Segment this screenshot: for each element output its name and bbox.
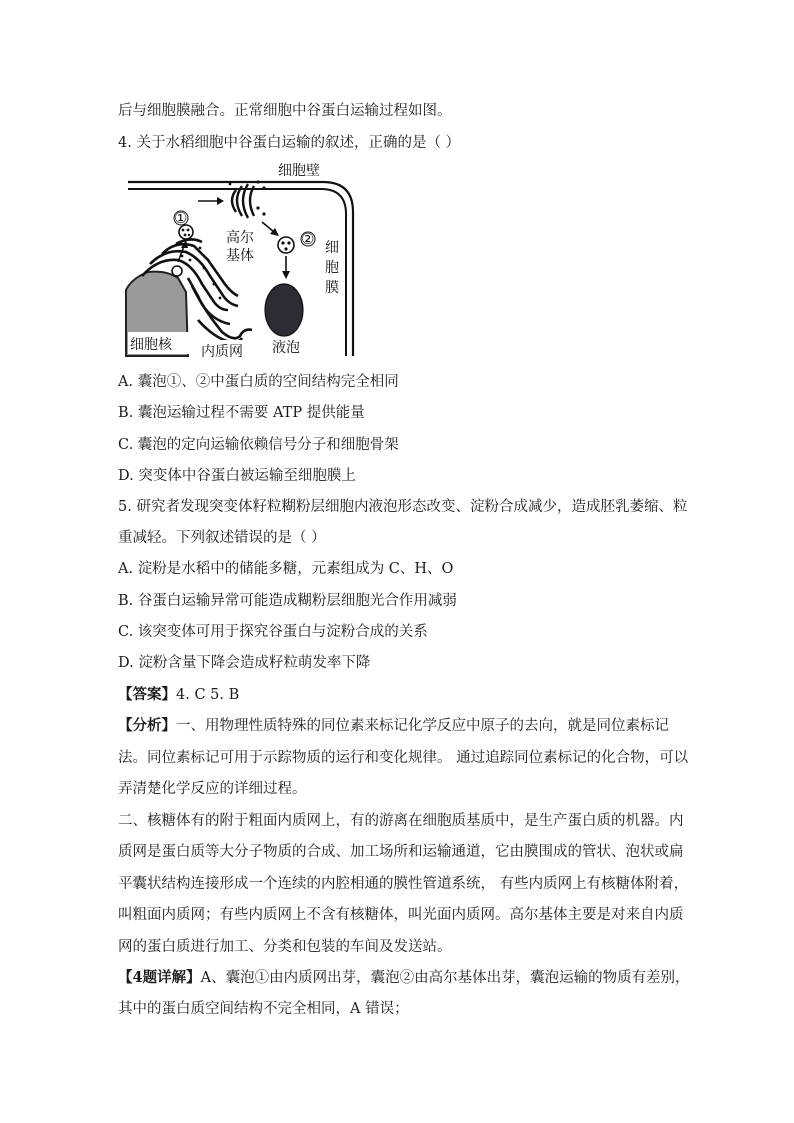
- detail-line-1: [118, 968, 690, 988]
- label-membrane-2: 胞: [325, 260, 339, 276]
- detail-label: 【4题详解】: [118, 969, 201, 986]
- vesicle-2: [278, 237, 294, 253]
- q5-option-b: B. 谷蛋白运输异常可能造成糊粉层细胞光合作用减弱: [118, 593, 457, 609]
- label-er: 内质网: [201, 344, 243, 360]
- question-5-stem-line2: 重减轻。下列叙述错误的是（ ）: [118, 530, 326, 546]
- label-cell-wall: 细胞壁: [278, 163, 320, 179]
- analysis-line-1: [118, 716, 669, 736]
- label-vesicle-2: ②: [301, 230, 315, 248]
- arrowhead-4: [282, 271, 290, 279]
- label-golgi-1: 高尔: [226, 230, 254, 246]
- analysis-line-2: 法。同位素标记可用于示踪物质的运行和变化规律。 通过追踪同位素标记的化合物，可以: [118, 750, 689, 766]
- question-4-stem: 4. 关于水稻细胞中谷蛋白运输的叙述，正确的是（ ）: [118, 135, 461, 151]
- analysis-line-8: 网的蛋白质进行加工、分类和包装的车间及发送站。: [118, 939, 452, 955]
- arrow-er-to-vesicle1: [178, 246, 184, 262]
- answer-line: [118, 685, 239, 705]
- q5-option-a: A. 淀粉是水稻中的储能多糖，元素组成为 C、H、O: [118, 561, 454, 577]
- analysis-line-5: 质网是蛋白质等大分子物质的合成、加工场所和运输通道，它由膜围成的管状、泡状或扁: [118, 844, 684, 860]
- analysis-line-7: 叫粗面内质网；有些内质网上不含有核糖体，叫光面内质网。高尔基体主要是对来自内质: [118, 907, 684, 923]
- q4-option-a: A. 囊泡①、②中蛋白质的空间结构完全相同: [118, 374, 399, 390]
- q5-option-c: C. 该突变体可用于探究谷蛋白与淀粉合成的关系: [118, 624, 428, 640]
- question-5-stem-line1: 5. 研究者发现突变体籽粒糊粉层细胞内液泡形态改变、淀粉合成减少，造成胚乳萎缩、粒: [118, 499, 688, 515]
- answer-label: 【答案】: [118, 686, 176, 703]
- analysis-line-4: 二、核糖体有的附于粗面内质网上，有的游离在细胞质基质中，是生产蛋白质的机器。内: [118, 813, 684, 829]
- vacuole: [265, 284, 303, 336]
- analysis-line-3: 弄清楚化学反应的详细过程。: [118, 781, 307, 797]
- arrow-golgi-to-vesicle2: [262, 222, 274, 232]
- analysis-label: 【分析】: [118, 717, 176, 734]
- label-golgi-2: 基体: [226, 248, 254, 264]
- detail-text-1: A、囊泡①由内质网出芽，囊泡②由高尔基体出芽，囊泡运输的物质有差别，: [200, 970, 690, 986]
- label-membrane-3: 膜: [325, 280, 339, 296]
- cell-diagram: [118, 160, 363, 360]
- detail-line-2: 其中的蛋白质空间结构不完全相同，A 错误；: [118, 1001, 409, 1017]
- intro-text: 后与细胞膜融合。正常细胞中谷蛋白运输过程如图。: [118, 103, 452, 119]
- label-nucleus: 细胞核: [130, 337, 172, 353]
- q5-option-d: D. 淀粉含量下降会造成籽粒萌发率下降: [118, 655, 371, 671]
- label-membrane-1: 细: [325, 240, 339, 256]
- label-vacuole: 液泡: [272, 340, 300, 356]
- arrowhead-2: [217, 197, 224, 205]
- analysis-text-1: 一、用物理性质特殊的同位素来标记化学反应中原子的去向，就是同位素标记: [176, 718, 669, 734]
- vesicle-1: [179, 225, 193, 239]
- q4-option-b: B. 囊泡运输过程不需要 ATP 提供能量: [118, 405, 365, 421]
- q4-option-c: C. 囊泡的定向运输依赖信号分子和细胞骨架: [118, 437, 399, 453]
- answer-text: 4. C 5. B: [176, 687, 240, 703]
- q4-option-d: D. 突变体中谷蛋白被运输至细胞膜上: [118, 468, 356, 484]
- label-vesicle-1: ①: [174, 209, 188, 227]
- er-bud: [172, 266, 182, 276]
- analysis-line-6: 平囊状结构连接形成一个连续的内腔相通的膜性管道系统， 有些内质网上有核糖体附着，: [118, 876, 689, 892]
